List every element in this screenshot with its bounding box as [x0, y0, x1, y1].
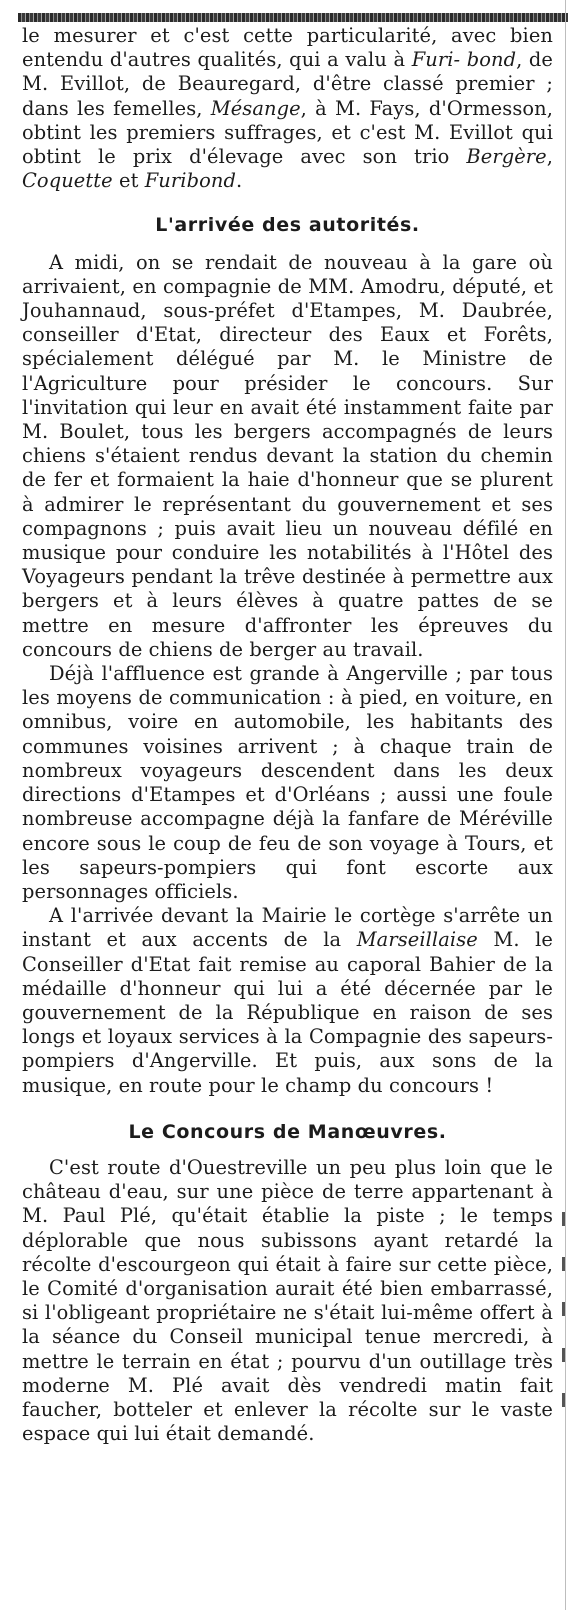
text-line: d'Ormesson, obtint les premiers suffrages, et: [22, 96, 553, 144]
text-line: , de M. Evillot, de Beauregard, d'être classé: [22, 48, 553, 96]
dog-name: Mésange: [210, 96, 301, 120]
text-line: entendu d'autres qualités, qui a valu à: [22, 48, 412, 72]
text-line: .: [235, 169, 243, 193]
edge-fragment: [562, 1212, 565, 1226]
text-line: et: [112, 169, 145, 193]
section-heading-manoeuvres: Le Concours de Manœuvres.: [128, 1120, 447, 1143]
column-divider: [565, 0, 566, 1610]
section-heading-arrival: L'arrivée des autorités.: [155, 214, 420, 237]
dog-name: Furi-: [411, 48, 461, 72]
dog-name: Bergère: [466, 145, 547, 169]
text-line: premier ; dans les femelles,: [22, 72, 553, 120]
text-line: c'est M. Evillot qui obtint le prix d'élevage avec: [22, 120, 553, 169]
article-column: [22, 24, 553, 1446]
edge-fragment: [562, 1302, 565, 1316]
edge-fragment: [562, 1393, 565, 1407]
dog-name: Coquette: [22, 169, 113, 193]
paragraph-arrival-3: [22, 904, 553, 1098]
anthem-name: Marseillaise: [356, 928, 478, 952]
text-line: le mesurer et c'est cette particularité, avec bien: [22, 24, 553, 47]
text-line: ,: [546, 145, 554, 169]
edge-fragment: [562, 1257, 565, 1271]
dog-name: bond: [466, 48, 517, 72]
text-line: , à M. Fays,: [300, 96, 421, 120]
text-run: A l'arrivée devant la Mairie le cortège s'arrête un instant et aux accents de la: [22, 904, 553, 952]
edge-fragment: [562, 1348, 565, 1362]
paragraph-manoeuvres-1: C'est route d'Ouestreville un peu plus loin que le château d'eau, sur une pièce de terre appartenant à M. Paul Plé, qu'était établie la piste ; le temps déplorable que nous subissons ayant retardé la récolte d'escourgeon qui était à faire sur cette pièce, le Comité d'organisation aurait été bien embarrassé, si l'obligeant propriétaire ne s'était lui-même offert à la séance du Conseil municipal tenue mercredi, à mettre le terrain en état ; pourvu d'un outillage très moderne M. Plé avait dès vendredi matin fait faucher, botteler et enlever la récolte sur le vaste espace qui lui était demandé.: [22, 1155, 553, 1446]
intro-paragraph: [22, 24, 553, 193]
dog-name: Furibond: [144, 169, 236, 193]
text-line: son trio: [362, 145, 467, 169]
paragraph-arrival-1: A midi, on se rendait de nouveau à la gare où arrivaient, en compagnie de MM. Amodru, député, et Jouhannaud, sous-préfet d'Etampes, M. Daubrée, conseiller d'Etat, directeur des Eaux et Forêts, spécialement délégué par M. le Ministre de l'Agriculture pour présider le concours. Sur l'invitation qui leur en avait été instamment faite par M. Boulet, tous les bergers accompagnés de leurs chiens s'étaient rendus devant la station du chemin de fer et formaient la haie d'honneur que se plurent à admirer le représentant du gouvernement et ses compagnons ; puis avait lieu un nouveau défilé en musique pour conduire les notabilités à l'Hôtel des Voyageurs pendant la trêve destinée à permettre aux bergers et à leurs élèves à quatre pattes de se mettre en mesure d'affronter les épreuves du concours de chiens de berger au travail.: [22, 250, 553, 661]
paragraph-arrival-2: Déjà l'affluence est grande à Angerville ; par tous les moyens de communication : à pied, en voiture, en omnibus, voire en automobile, les habitants des communes voisines arrivent ; à chaque train de nombreux voyageurs descendent dans les deux directions d'Etampes et d'Orléans ; aussi une foule nombreuse accompagne déjà la fanfare de Méréville encore sous le coup de feu de son voyage à Tours, et les sapeurs-pompiers qui font escorte aux personnages officiels.: [22, 662, 553, 903]
top-border-rule: [18, 13, 568, 22]
text-run: M. le Conseiller d'Etat fait remise au caporal Bahier de la médaille d'honneur qui lui a été décernée par le gouvernement de la République en raison de ses longs et loyaux services à la Compagnie des sapeurs-pompiers d'Angerville. Et puis, aux sons de la musique, en route pour le champ du concours !: [22, 928, 554, 1097]
